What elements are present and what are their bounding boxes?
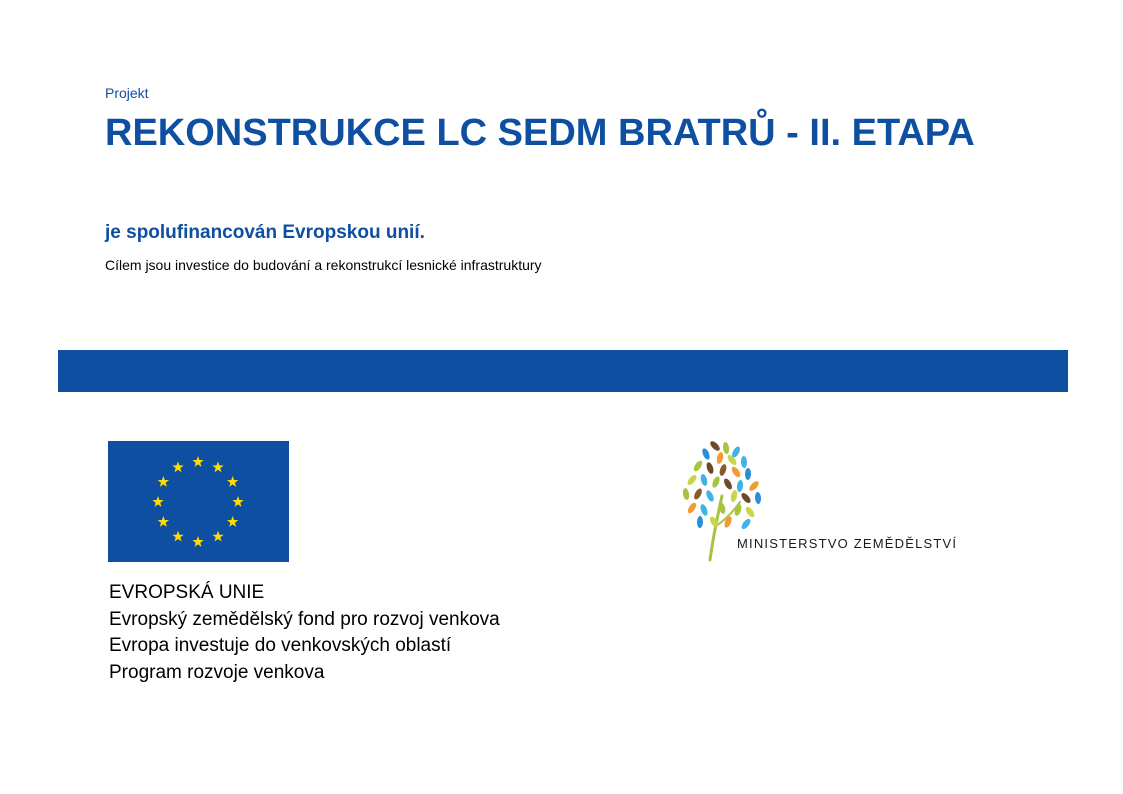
eu-star-icon xyxy=(212,461,223,472)
eu-line-fund: Evropský zemědělský fond pro rozvoj venkova xyxy=(109,608,500,630)
tree-leaf-icon xyxy=(693,487,704,500)
goal-statement: Cílem jsou investice do budování a rekonstrukcí lesnické infrastruktury xyxy=(105,257,542,273)
tree-leaf-icon xyxy=(709,440,722,453)
eu-star-icon xyxy=(158,476,169,487)
tree-leaf-icon xyxy=(740,517,752,530)
eu-star-icon xyxy=(192,456,203,467)
tree-leaf-icon xyxy=(682,488,690,501)
cofinance-statement: je spolufinancován Evropskou unií. xyxy=(105,222,425,243)
tree-leaf-icon xyxy=(744,505,756,518)
tree-leaf-icon xyxy=(701,447,711,460)
tree-leaf-icon xyxy=(741,456,748,468)
eu-star-icon xyxy=(212,531,223,542)
eu-star-icon xyxy=(232,496,243,507)
tree-leaf-icon xyxy=(723,515,733,528)
tree-leaf-icon xyxy=(718,463,727,476)
eu-star-icon xyxy=(172,531,183,542)
tree-leaf-icon xyxy=(700,473,709,486)
eu-star-icon xyxy=(227,516,238,527)
eu-star-icon xyxy=(172,461,183,472)
tree-leaf-icon xyxy=(711,475,721,488)
tree-leaf-icon xyxy=(697,516,703,528)
tree-leaf-icon xyxy=(736,480,743,493)
tree-leaf-icon xyxy=(730,490,738,503)
tree-leaf-icon xyxy=(722,477,733,490)
tree-leaf-icon xyxy=(722,442,730,455)
eu-text-block xyxy=(109,580,500,686)
ministry-name: MINISTERSTVO ZEMĚDĚLSTVÍ xyxy=(737,536,958,551)
blue-band xyxy=(58,350,1068,392)
tree-leaf-icon xyxy=(686,473,698,486)
tree-leaf-icon xyxy=(705,489,716,502)
tree-leaf-icon xyxy=(748,480,761,493)
tree-leaf-icon xyxy=(740,492,752,505)
eu-line-title: EVROPSKÁ UNIE xyxy=(109,582,265,603)
tree-leaf-icon xyxy=(686,501,698,514)
eu-star-icon xyxy=(158,516,169,527)
eu-star-icon xyxy=(227,476,238,487)
tree-leaf-icon xyxy=(692,459,704,472)
tree-leaf-icon xyxy=(730,465,742,478)
tree-leaf-icon xyxy=(716,451,725,464)
project-title: REKONSTRUKCE LC SEDM BRATRŮ - II. ETAPA xyxy=(105,112,975,154)
eu-line-invest: Evropa investuje do venkovských oblastí xyxy=(109,635,452,656)
tree-leaf-icon xyxy=(745,468,751,480)
eu-star-icon xyxy=(192,536,203,547)
tree-leaf-icon xyxy=(755,492,762,504)
tree-leaf-icon xyxy=(705,461,715,474)
tree-leaf-icon xyxy=(699,503,709,516)
project-label: Projekt xyxy=(105,85,149,101)
eu-line-program: Program rozvoje venkova xyxy=(109,661,325,683)
eu-star-icon xyxy=(152,496,163,507)
eu-flag-icon xyxy=(108,441,289,562)
